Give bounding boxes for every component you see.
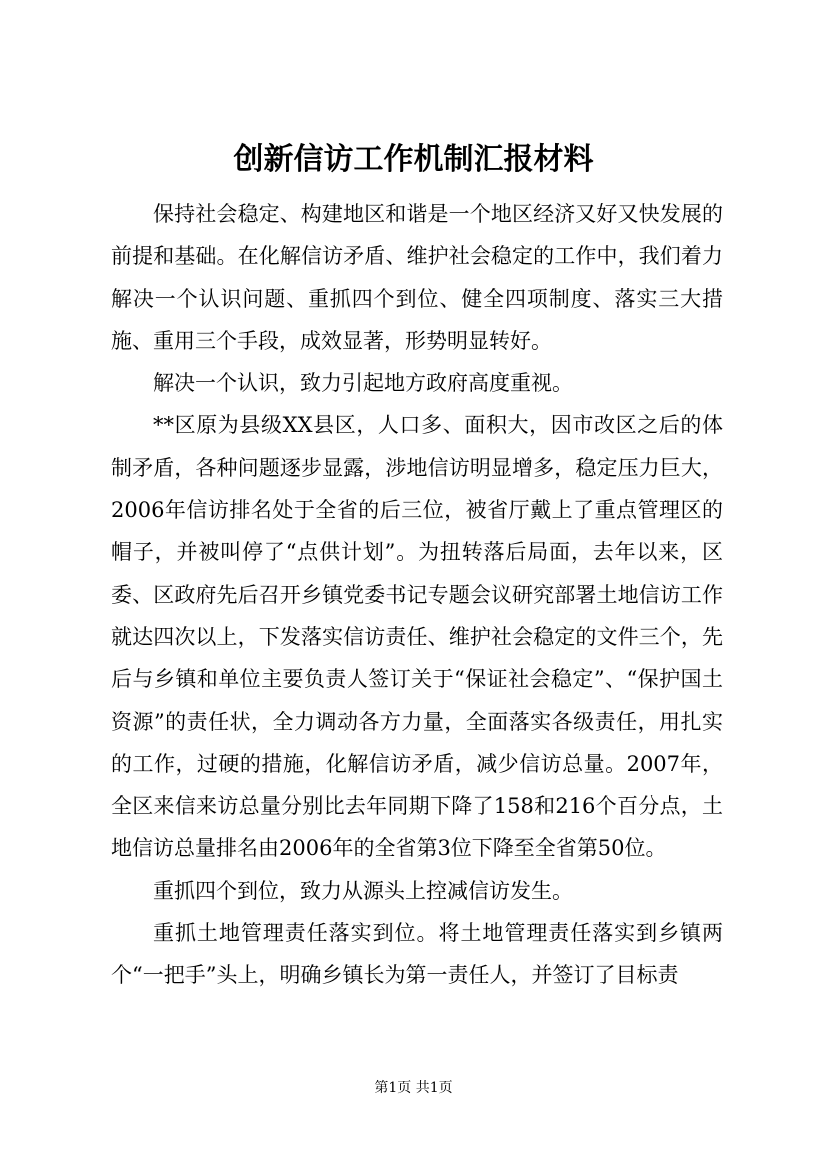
- document-title: 创新信访工作机制汇报材料: [233, 142, 594, 177]
- paragraph: 重抓四个到位，致力从源头上控减信访发生。: [153, 878, 573, 903]
- paragraph: **区原为县级XX县区，人口多、面积大，因市改区之后的体制矛盾，各种问题逐步显露，涉地信访明显增多，稳定压力巨大，2006年信访排名处于全省的后三位，被省厅戴上了重点管理区的帽子，并被叫停了“点供计划”。为扭转落后局面，去年以来，区委、区政府先后召开乡镇党委书记专题会议研究部署土地信访工作就达四次以上，下发落实信访责任、维护社会稳定的文件三个，先后与乡镇和单位主要负责人签订关于“保证社会稳定”、“保护国土资源”的责任状，全力调动各方力量，全面落实各级责任，用扎实的工作，过硬的措施，化解信访矛盾，减少信访总量。2007年，全区来信来访总量分别比去年同期下降了158和216个百分点，土地信访总量排名由2006年的全省第3位下降至全省第50位。: [111, 413, 723, 861]
- paragraph: 解决一个认识，致力引起地方政府高度重视。: [153, 371, 573, 396]
- paragraph: 重抓土地管理责任落实到位。将土地管理责任落实到乡镇两个“一把手”头上，明确乡镇长为第一责任人，并签订了目标责: [111, 921, 723, 988]
- document-body: [111, 193, 723, 997]
- page-footer: 第1页 共1页: [374, 1080, 453, 1096]
- paragraph: 保持社会稳定、构建地区和谐是一个地区经济又好又快发展的前提和基础。在化解信访矛盾、维护社会稳定的工作中，我们着力解决一个认识问题、重抓四个到位、健全四项制度、落实三大措施、重用三个手段，成效显著，形势明显转好。: [111, 202, 723, 353]
